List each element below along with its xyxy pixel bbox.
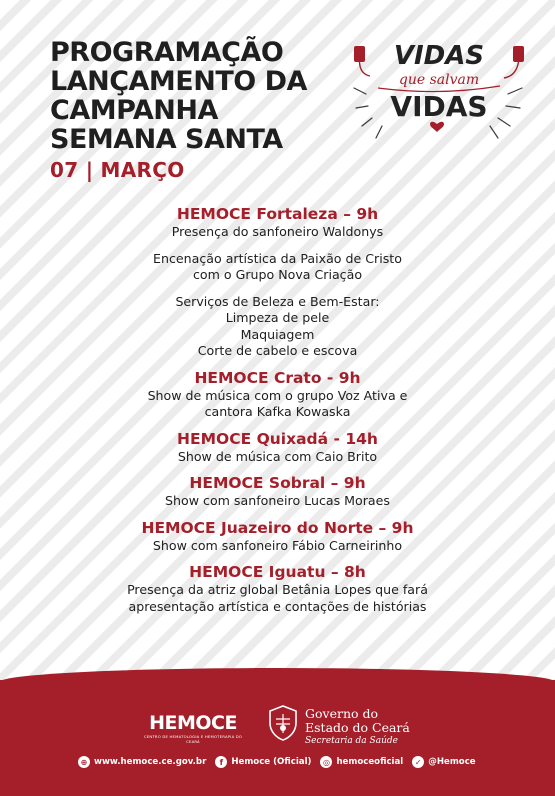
event-title: HEMOCE Crato - 9h	[194, 368, 361, 387]
globe-icon: ⊕	[78, 756, 90, 768]
social-label: Hemoce (Oficial)	[231, 757, 312, 767]
event-detail: Presença da atriz global Betânia Lopes que fará	[127, 582, 428, 597]
title-line: SEMANA SANTA	[50, 124, 283, 155]
event-title: HEMOCE Fortaleza – 9h	[176, 205, 379, 223]
event-detail: apresentação artística e contações de histórias	[128, 598, 427, 614]
event-title: HEMOCE Sobral – 9h	[189, 474, 366, 492]
event-detail: Limpeza de pele	[225, 310, 330, 325]
hemoce-subtitle: CENTRO DE HEMATOLOGIA E HEMOTERAPIA DO CEARÁ	[143, 734, 243, 744]
event-date: 07 | MARÇO	[50, 158, 185, 182]
event-block	[60, 430, 495, 466]
gov-department: Secretaria da Saúde	[305, 736, 398, 746]
social-label: hemoceoficial	[336, 757, 404, 767]
event-block	[60, 205, 495, 360]
event-block	[60, 474, 495, 510]
event-detail: Maquiagem	[240, 326, 315, 342]
event-block	[60, 369, 495, 421]
page-title	[50, 38, 350, 154]
event-title: HEMOCE Iguatu – 8h	[189, 563, 366, 581]
event-title: HEMOCE Juazeiro do Norte – 9h	[141, 518, 414, 537]
hemoce-name: HEMOCE	[149, 712, 237, 734]
instagram-icon: ◎	[320, 756, 332, 768]
facebook-icon: f	[215, 756, 227, 768]
event-detail: com o Grupo Nova Criação	[192, 267, 363, 282]
event-detail: Presença do sanfoneiro Waldonys	[171, 224, 384, 239]
event-detail: Serviços de Beleza e Bem-Estar:	[175, 293, 380, 309]
title-line: PROGRAMAÇÃO	[50, 37, 284, 68]
event-block	[60, 519, 495, 555]
event-detail: Show com sanfoneiro Fábio Carneirinho	[152, 537, 403, 553]
social-label: @Hemoce	[428, 757, 476, 767]
blood-bag-icon	[504, 46, 524, 78]
social-twitter[interactable]	[412, 756, 475, 768]
social-facebook[interactable]	[215, 756, 311, 768]
campaign-logo	[348, 36, 528, 148]
logo-word-middle: que salvam	[398, 72, 480, 88]
gov-line: Governo do	[305, 706, 379, 721]
blood-bag-icon	[354, 46, 370, 76]
event-title: HEMOCE Quixadá - 14h	[177, 429, 378, 448]
social-website[interactable]	[78, 756, 206, 768]
footer	[0, 680, 555, 796]
event-detail: cantora Kafka Kowaska	[204, 404, 351, 419]
hemoce-logo	[143, 713, 243, 749]
government-logo	[305, 707, 410, 747]
event-detail: Corte de cabelo e escova	[197, 343, 358, 358]
gov-line: Estado do Ceará	[305, 720, 410, 735]
event-schedule	[60, 205, 495, 624]
event-detail: Encenação artística da Paixão de Cristo	[153, 250, 402, 266]
title-line: LANÇAMENTO DA	[50, 66, 307, 97]
social-links	[78, 756, 478, 768]
event-detail: Show com sanfoneiro Lucas Moraes	[165, 493, 390, 508]
ceara-crest-icon	[268, 705, 298, 741]
heart-icon	[430, 122, 444, 132]
event-block	[60, 563, 495, 615]
logo-word-bottom: VIDAS	[390, 90, 488, 123]
event-detail: Show de música com Caio Brito	[177, 448, 378, 464]
social-label: www.hemoce.ce.gov.br	[94, 757, 207, 767]
logo-word-top: VIDAS	[393, 41, 485, 71]
event-detail: Show de música com o grupo Voz Ativa e	[147, 387, 408, 403]
title-line: CAMPANHA	[50, 95, 218, 126]
twitter-icon: ✓	[412, 756, 424, 768]
social-instagram[interactable]	[320, 756, 403, 768]
